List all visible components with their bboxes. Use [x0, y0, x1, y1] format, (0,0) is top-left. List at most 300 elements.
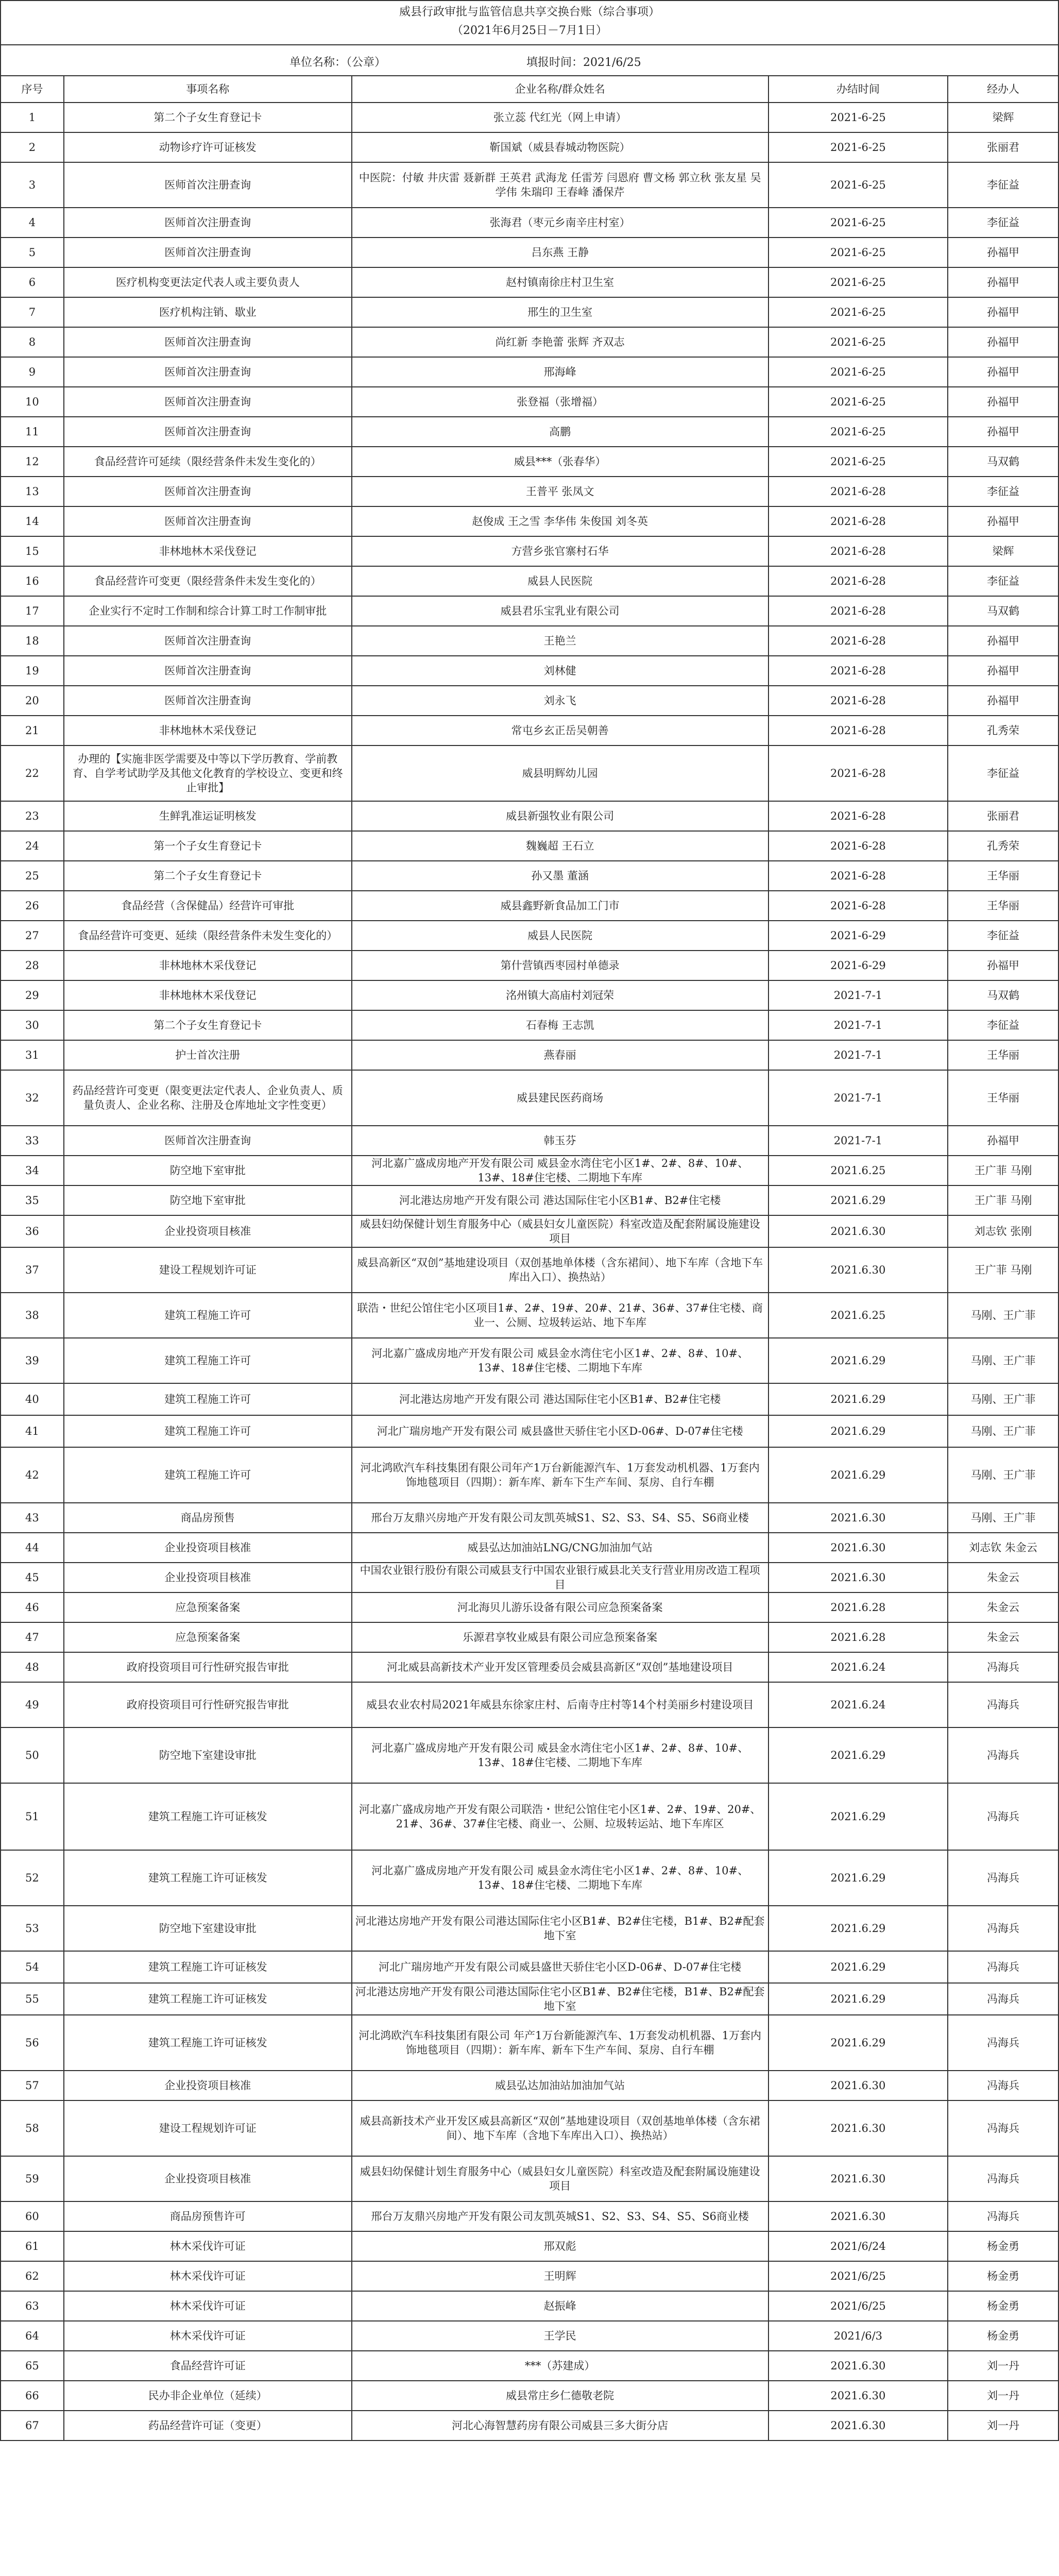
- cell-index: 36: [1, 1215, 64, 1247]
- table-row: [1, 1951, 1058, 1983]
- cell-index: 1: [1, 103, 64, 132]
- cell-index: 51: [1, 1783, 64, 1850]
- cell-index: 23: [1, 801, 64, 831]
- table-row: [1, 656, 1058, 686]
- cell-handler: 李征益: [948, 208, 1058, 238]
- cell-date: 2021.6.30: [768, 2156, 948, 2201]
- cell-applicant: 尚红新 李艳蕾 张辉 齐双志: [352, 327, 768, 357]
- cell-item: 建筑工程施工许可: [64, 1293, 352, 1338]
- cell-handler: 杨金勇: [948, 2291, 1058, 2321]
- cell-index: 53: [1, 1906, 64, 1951]
- cell-date: 2021.6.28: [768, 1622, 948, 1652]
- table-row: [1, 2321, 1058, 2351]
- cell-applicant: 高鹏: [352, 417, 768, 447]
- cell-index: 66: [1, 2381, 64, 2411]
- cell-date: 2021-6-28: [768, 745, 948, 801]
- cell-applicant: 石春梅 王志凯: [352, 1010, 768, 1040]
- cell-applicant: 河北海贝儿游乐设备有限公司应急预案备案: [352, 1592, 768, 1622]
- cell-item: 防空地下室建设审批: [64, 1906, 352, 1951]
- cell-date: 2021.6.24: [768, 1652, 948, 1682]
- cell-index: 64: [1, 2321, 64, 2351]
- cell-item: 医师首次注册查询: [64, 208, 352, 238]
- cell-applicant: 威县农业农村局2021年威县东徐家庄村、后南寺庄村等14个村美丽乡村建设项目: [352, 1682, 768, 1727]
- cell-handler: 王华丽: [948, 1040, 1058, 1070]
- cell-item: 建筑工程施工许可证核发: [64, 1850, 352, 1906]
- cell-applicant: 王学民: [352, 2321, 768, 2351]
- cell-date: 2021.6.30: [768, 2100, 948, 2156]
- cell-handler: 杨金勇: [948, 2321, 1058, 2351]
- cell-item: 企业投资项目核准: [64, 1533, 352, 1563]
- cell-item: 建筑工程施工许可: [64, 1338, 352, 1383]
- table-row: [1, 861, 1058, 891]
- cell-applicant: 吕东燕 王静: [352, 238, 768, 267]
- cell-handler: 李征益: [948, 162, 1058, 208]
- cell-applicant: 燕春丽: [352, 1040, 768, 1070]
- cell-handler: 刘一丹: [948, 2351, 1058, 2381]
- cell-index: 50: [1, 1727, 64, 1783]
- header-index: 序号: [1, 76, 64, 103]
- cell-applicant: 威县妇幼保健计划生育服务中心（威县妇女儿童医院）科室改造及配套附属设施建设项目: [352, 2156, 768, 2201]
- table-header-row: [1, 76, 1058, 103]
- cell-date: 2021.6.29: [768, 1783, 948, 1850]
- table-row: [1, 357, 1058, 387]
- cell-date: 2021.6.29: [768, 1951, 948, 1983]
- cell-item: 第二个子女生育登记卡: [64, 861, 352, 891]
- cell-applicant: 河北威县高新技术产业开发区管理委员会威县高新区“双创”基地建设项目: [352, 1652, 768, 1682]
- cell-applicant: 河北港达房地产开发有限公司 港达国际住宅小区B1#、B2#住宅楼: [352, 1185, 768, 1215]
- cell-item: 建筑工程施工许可: [64, 1383, 352, 1415]
- table-row: [1, 686, 1058, 716]
- cell-applicant: 第什营镇西枣园村单德录: [352, 951, 768, 980]
- cell-applicant: 中国农业银行股份有限公司威县支行中国农业银行威县北关支行营业用房改造工程项目: [352, 1563, 768, 1592]
- cell-applicant: 威县明辉幼儿园: [352, 745, 768, 801]
- cell-handler: 朱金云: [948, 1563, 1058, 1592]
- cell-item: 动物诊疗许可证核发: [64, 132, 352, 162]
- table-row: [1, 477, 1058, 506]
- cell-applicant: 威县高新区“双创”基地建设项目（双创基地单体楼（含东裙间）、地下车库（含地下车库出入口）、换热站）: [352, 1247, 768, 1293]
- cell-date: 2021.6.24: [768, 1682, 948, 1727]
- cell-index: 31: [1, 1040, 64, 1070]
- cell-applicant: 河北港达房地产开发有限公司 港达国际住宅小区B1#、B2#住宅楼: [352, 1383, 768, 1415]
- cell-item: 建筑工程施工许可证核发: [64, 1783, 352, 1850]
- table-row: [1, 831, 1058, 861]
- cell-handler: 朱金云: [948, 1592, 1058, 1622]
- cell-date: 2021-6-29: [768, 951, 948, 980]
- cell-item: 企业投资项目核准: [64, 1215, 352, 1247]
- cell-item: 非林地林木采伐登记: [64, 951, 352, 980]
- cell-date: 2021/6/3: [768, 2321, 948, 2351]
- cell-item: 第一个子女生育登记卡: [64, 831, 352, 861]
- table-row: [1, 951, 1058, 980]
- cell-applicant: 刘林健: [352, 656, 768, 686]
- cell-handler: 张丽君: [948, 132, 1058, 162]
- cell-index: 40: [1, 1383, 64, 1415]
- cell-handler: 刘一丹: [948, 2411, 1058, 2441]
- cell-handler: 冯海兵: [948, 1850, 1058, 1906]
- cell-index: 11: [1, 417, 64, 447]
- cell-date: 2021.6.30: [768, 1533, 948, 1563]
- cell-handler: 冯海兵: [948, 1783, 1058, 1850]
- cell-applicant: 河北广瑞房地产开发有限公司威县盛世天骄住宅小区D-06#、D-07#住宅楼: [352, 1951, 768, 1983]
- cell-item: 民办非企业单位（延续）: [64, 2381, 352, 2411]
- cell-handler: 王广菲 马刚: [948, 1247, 1058, 1293]
- header-applicant: 企业名称/群众姓名: [352, 76, 768, 103]
- cell-applicant: 联浩・世纪公馆住宅小区项目1#、2#、19#、20#、21#、36#、37#住宅楼、商业一、公厕、垃圾转运站、地下车库: [352, 1293, 768, 1338]
- table-row: [1, 1338, 1058, 1383]
- table-row: [1, 1447, 1058, 1503]
- table-row: [1, 1156, 1058, 1185]
- cell-index: 25: [1, 861, 64, 891]
- cell-date: 2021-6-28: [768, 656, 948, 686]
- cell-handler: 孙福甲: [948, 238, 1058, 267]
- cell-handler: 孙福甲: [948, 267, 1058, 297]
- cell-item: 林木采伐许可证: [64, 2231, 352, 2261]
- cell-index: 63: [1, 2291, 64, 2321]
- table-row: [1, 2100, 1058, 2156]
- cell-handler: 马刚、王广菲: [948, 1383, 1058, 1415]
- table-row: [1, 1010, 1058, 1040]
- cell-handler: 孙福甲: [948, 417, 1058, 447]
- cell-index: 27: [1, 921, 64, 951]
- cell-applicant: 赵振峰: [352, 2291, 768, 2321]
- cell-item: 药品经营许可证（变更）: [64, 2411, 352, 2441]
- table-row: [1, 2351, 1058, 2381]
- cell-handler: 王华丽: [948, 861, 1058, 891]
- table-row: [1, 1850, 1058, 1906]
- cell-item: 医师首次注册查询: [64, 327, 352, 357]
- cell-item: 医疗机构注销、歇业: [64, 297, 352, 327]
- fill-date: 填报时间：2021/6/25: [526, 56, 641, 69]
- cell-applicant: 邢台万友鼎兴房地产开发有限公司友凯英城S1、S2、S3、S4、S5、S6商业楼: [352, 2201, 768, 2231]
- cell-item: 林木采伐许可证: [64, 2291, 352, 2321]
- table-row: [1, 1563, 1058, 1592]
- cell-index: 47: [1, 1622, 64, 1652]
- cell-date: 2021.6.30: [768, 2201, 948, 2231]
- cell-handler: 孙福甲: [948, 297, 1058, 327]
- cell-index: 34: [1, 1156, 64, 1185]
- cell-handler: 王华丽: [948, 1070, 1058, 1126]
- table-row: [1, 1293, 1058, 1338]
- table-row: [1, 1727, 1058, 1783]
- cell-applicant: 张立蕊 代红光（网上申请）: [352, 103, 768, 132]
- table-row: [1, 1070, 1058, 1126]
- table-row: [1, 208, 1058, 238]
- cell-handler: 冯海兵: [948, 2015, 1058, 2071]
- cell-date: 2021-6-28: [768, 686, 948, 716]
- table-row: [1, 103, 1058, 132]
- cell-date: 2021-6-25: [768, 357, 948, 387]
- cell-item: 医师首次注册查询: [64, 686, 352, 716]
- cell-index: 12: [1, 447, 64, 477]
- cell-item: 建设工程规划许可证: [64, 2100, 352, 2156]
- cell-handler: 刘志钦 朱金云: [948, 1533, 1058, 1563]
- cell-index: 18: [1, 626, 64, 656]
- cell-handler: 王广菲 马刚: [948, 1156, 1058, 1185]
- cell-item: 食品经营许可延续（限经营条件未发生变化的）: [64, 447, 352, 477]
- cell-handler: 冯海兵: [948, 1682, 1058, 1727]
- cell-item: 药品经营许可变更（限变更法定代表人、企业负责人、质量负责人、企业名称、注册及仓库地址文字性变更）: [64, 1070, 352, 1126]
- cell-item: 企业投资项目核准: [64, 2071, 352, 2100]
- cell-item: 食品经营许可变更、延续（限经营条件未发生变化的）: [64, 921, 352, 951]
- cell-date: 2021/6/25: [768, 2291, 948, 2321]
- table-row: [1, 297, 1058, 327]
- table-row: [1, 506, 1058, 536]
- cell-handler: 孙福甲: [948, 656, 1058, 686]
- cell-applicant: 中医院：付敏 井庆雷 聂新群 王英君 武海龙 任雷芳 闫恩府 曹文杨 郭立秋 张友星 吴学伟 朱瑞印 王春峰 潘保芹: [352, 162, 768, 208]
- cell-applicant: 洺州镇大高庙村刘冠荣: [352, 980, 768, 1010]
- cell-index: 22: [1, 745, 64, 801]
- cell-index: 4: [1, 208, 64, 238]
- cell-handler: 冯海兵: [948, 2071, 1058, 2100]
- cell-handler: 李征益: [948, 1010, 1058, 1040]
- cell-item: 林木采伐许可证: [64, 2261, 352, 2291]
- table-row: [1, 238, 1058, 267]
- cell-applicant: 威县人民医院: [352, 566, 768, 596]
- cell-index: 7: [1, 297, 64, 327]
- cell-item: 林木采伐许可证: [64, 2321, 352, 2351]
- table-row: [1, 417, 1058, 447]
- cell-applicant: 邢海峰: [352, 357, 768, 387]
- header-date: 办结时间: [768, 76, 948, 103]
- cell-handler: 王华丽: [948, 891, 1058, 921]
- cell-date: 2021.6.29: [768, 1338, 948, 1383]
- cell-applicant: 河北鸿欧汽车科技集团有限公司年产1万台新能源汽车、1万套发动机机器、1万套内饰地毯项目（四期）：新车库、新车下生产车间、泵房、自行车棚: [352, 1447, 768, 1503]
- cell-index: 44: [1, 1533, 64, 1563]
- cell-handler: 李征益: [948, 921, 1058, 951]
- cell-applicant: 王普平 张凤文: [352, 477, 768, 506]
- cell-item: 防空地下室建设审批: [64, 1727, 352, 1783]
- cell-handler: 马刚、王广菲: [948, 1503, 1058, 1533]
- table-row: [1, 1906, 1058, 1951]
- cell-date: 2021-6-25: [768, 267, 948, 297]
- cell-index: 58: [1, 2100, 64, 2156]
- cell-handler: 冯海兵: [948, 2201, 1058, 2231]
- cell-date: 2021-6-28: [768, 626, 948, 656]
- cell-applicant: 张海君（枣元乡南辛庄村室）: [352, 208, 768, 238]
- cell-applicant: 河北嘉广盛成房地产开发有限公司 威县金水湾住宅小区1#、2#、8#、10#、13#、18#住宅楼、二期地下车库: [352, 1338, 768, 1383]
- table-row: [1, 2231, 1058, 2261]
- cell-index: 39: [1, 1338, 64, 1383]
- cell-applicant: 邢台万友鼎兴房地产开发有限公司友凯英城S1、S2、S3、S4、S5、S6商业楼: [352, 1503, 768, 1533]
- cell-index: 8: [1, 327, 64, 357]
- cell-applicant: 河北鸿欧汽车科技集团有限公司 年产1万台新能源汽车、1万套发动机机器、1万套内饰地毯项目（四期）：新车库、新车下生产车间、泵房、自行车棚: [352, 2015, 768, 2071]
- cell-date: 2021.6.28: [768, 1592, 948, 1622]
- table-row: [1, 2201, 1058, 2231]
- cell-index: 56: [1, 2015, 64, 2071]
- cell-item: 应急预案备案: [64, 1622, 352, 1652]
- cell-applicant: 威县妇幼保健计划生育服务中心（威县妇女儿童医院）科室改造及配套附属设施建设项目: [352, 1215, 768, 1247]
- table-row: [1, 1533, 1058, 1563]
- cell-item: 政府投资项目可行性研究报告审批: [64, 1682, 352, 1727]
- cell-applicant: 孙又墨 董涵: [352, 861, 768, 891]
- cell-date: 2021-7-1: [768, 1010, 948, 1040]
- table-row: [1, 1247, 1058, 1293]
- cell-item: 建筑工程施工许可证核发: [64, 1983, 352, 2015]
- cell-date: 2021.6.30: [768, 1215, 948, 1247]
- table-row: [1, 267, 1058, 297]
- cell-index: 2: [1, 132, 64, 162]
- table-row: [1, 921, 1058, 951]
- cell-applicant: 韩玉芬: [352, 1126, 768, 1156]
- cell-item: 医师首次注册查询: [64, 506, 352, 536]
- cell-index: 49: [1, 1682, 64, 1727]
- cell-index: 32: [1, 1070, 64, 1126]
- table-row: [1, 1040, 1058, 1070]
- cell-date: 2021.6.30: [768, 2411, 948, 2441]
- cell-applicant: 威县***（张春华）: [352, 447, 768, 477]
- cell-handler: 孙福甲: [948, 357, 1058, 387]
- cell-index: 33: [1, 1126, 64, 1156]
- title-date-range: （2021年6月25日－7月1日）: [452, 24, 607, 37]
- cell-handler: 马双鹤: [948, 447, 1058, 477]
- cell-item: 食品经营（含保健品）经营许可审批: [64, 891, 352, 921]
- cell-applicant: 河北广瑞房地产开发有限公司 威县盛世天骄住宅小区D-06#、D-07#住宅楼: [352, 1415, 768, 1447]
- cell-handler: 冯海兵: [948, 1951, 1058, 1983]
- cell-index: 10: [1, 387, 64, 417]
- cell-date: 2021-6-25: [768, 103, 948, 132]
- table-row: [1, 2156, 1058, 2201]
- cell-applicant: 河北心海智慧药房有限公司威县三多大街分店: [352, 2411, 768, 2441]
- cell-date: 2021.6.25: [768, 1293, 948, 1338]
- cell-item: 建筑工程施工许可证核发: [64, 2015, 352, 2071]
- cell-index: 38: [1, 1293, 64, 1338]
- cell-index: 37: [1, 1247, 64, 1293]
- cell-handler: 孙福甲: [948, 626, 1058, 656]
- cell-handler: 王广菲 马刚: [948, 1185, 1058, 1215]
- cell-date: 2021.6.29: [768, 1850, 948, 1906]
- cell-handler: 冯海兵: [948, 1983, 1058, 2015]
- cell-index: 43: [1, 1503, 64, 1533]
- cell-applicant: 河北港达房地产开发有限公司港达国际住宅小区B1#、B2#住宅楼，B1#、B2#配套地下室: [352, 1983, 768, 2015]
- table-row: [1, 1503, 1058, 1533]
- cell-index: 35: [1, 1185, 64, 1215]
- cell-applicant: 张登福（张增福）: [352, 387, 768, 417]
- cell-item: 医师首次注册查询: [64, 162, 352, 208]
- cell-index: 19: [1, 656, 64, 686]
- cell-item: 非林地林木采伐登记: [64, 716, 352, 745]
- cell-applicant: 靳国斌（威县春城动物医院）: [352, 132, 768, 162]
- cell-index: 59: [1, 2156, 64, 2201]
- cell-index: 65: [1, 2351, 64, 2381]
- header-handler: 经办人: [948, 76, 1058, 103]
- cell-item: 医师首次注册查询: [64, 626, 352, 656]
- table-row: [1, 1622, 1058, 1652]
- cell-handler: 孙福甲: [948, 951, 1058, 980]
- table-row: [1, 2261, 1058, 2291]
- cell-item: 医师首次注册查询: [64, 387, 352, 417]
- cell-date: 2021/6/24: [768, 2231, 948, 2261]
- cell-index: 57: [1, 2071, 64, 2100]
- cell-date: 2021.6.29: [768, 1906, 948, 1951]
- cell-applicant: 赵俊成 王之雪 李华伟 朱俊国 刘冬英: [352, 506, 768, 536]
- cell-date: 2021-6-28: [768, 566, 948, 596]
- cell-item: 防空地下室审批: [64, 1185, 352, 1215]
- cell-handler: 冯海兵: [948, 1727, 1058, 1783]
- table-row: [1, 716, 1058, 745]
- cell-item: 建筑工程施工许可: [64, 1415, 352, 1447]
- cell-index: 16: [1, 566, 64, 596]
- cell-date: 2021-6-28: [768, 506, 948, 536]
- cell-index: 55: [1, 1983, 64, 2015]
- cell-item: 医师首次注册查询: [64, 357, 352, 387]
- cell-index: 28: [1, 951, 64, 980]
- cell-handler: 梁辉: [948, 103, 1058, 132]
- cell-item: 企业投资项目核准: [64, 1563, 352, 1592]
- cell-index: 48: [1, 1652, 64, 1682]
- cell-date: 2021-6-28: [768, 861, 948, 891]
- cell-applicant: 河北港达房地产开发有限公司港达国际住宅小区B1#、B2#住宅楼，B1#、B2#配套地下室: [352, 1906, 768, 1951]
- cell-date: 2021.6.30: [768, 2071, 948, 2100]
- table-body: [1, 103, 1058, 2441]
- cell-index: 20: [1, 686, 64, 716]
- cell-date: 2021-6-25: [768, 162, 948, 208]
- cell-item: 医师首次注册查询: [64, 656, 352, 686]
- cell-handler: 孔秀荣: [948, 716, 1058, 745]
- cell-date: 2021.6.29: [768, 1185, 948, 1215]
- table-row: [1, 566, 1058, 596]
- cell-date: 2021.6.29: [768, 1727, 948, 1783]
- cell-index: 42: [1, 1447, 64, 1503]
- cell-date: 2021-6-28: [768, 831, 948, 861]
- cell-applicant: 方营乡张官寨村石华: [352, 536, 768, 566]
- cell-date: 2021-6-25: [768, 447, 948, 477]
- cell-handler: 马刚、王广菲: [948, 1415, 1058, 1447]
- table-row: [1, 1783, 1058, 1850]
- table-row: [1, 2071, 1058, 2100]
- cell-applicant: 威县高新技术产业开发区威县高新区“双创”基地建设项目（双创基地单体楼（含东裙间）、地下车库（含地下车库出入口）、换热站）: [352, 2100, 768, 2156]
- cell-date: 2021-6-25: [768, 327, 948, 357]
- cell-item: 商品房预售许可: [64, 2201, 352, 2231]
- cell-date: 2021.6.29: [768, 1983, 948, 2015]
- cell-index: 24: [1, 831, 64, 861]
- cell-date: 2021-6-28: [768, 477, 948, 506]
- cell-applicant: 威县弘达加油站LNG/CNG加油加气站: [352, 1533, 768, 1563]
- cell-item: 医师首次注册查询: [64, 477, 352, 506]
- cell-index: 15: [1, 536, 64, 566]
- table-row: [1, 447, 1058, 477]
- table-row: [1, 327, 1058, 357]
- table-row: [1, 536, 1058, 566]
- cell-handler: 孙福甲: [948, 506, 1058, 536]
- cell-date: 2021-6-28: [768, 716, 948, 745]
- header-item: 事项名称: [64, 76, 352, 103]
- cell-handler: 冯海兵: [948, 1906, 1058, 1951]
- cell-item: 医师首次注册查询: [64, 1126, 352, 1156]
- cell-item: 医师首次注册查询: [64, 238, 352, 267]
- cell-date: 2021-6-25: [768, 297, 948, 327]
- cell-item: 医师首次注册查询: [64, 417, 352, 447]
- cell-handler: 马刚、王广菲: [948, 1293, 1058, 1338]
- cell-date: 2021.6.29: [768, 2015, 948, 2071]
- table-row: [1, 1383, 1058, 1415]
- cell-date: 2021.6.30: [768, 2351, 948, 2381]
- cell-handler: 孙福甲: [948, 327, 1058, 357]
- cell-index: 61: [1, 2231, 64, 2261]
- table-row: [1, 1215, 1058, 1247]
- cell-index: 17: [1, 596, 64, 626]
- cell-handler: 马双鹤: [948, 980, 1058, 1010]
- cell-index: 6: [1, 267, 64, 297]
- cell-handler: 孙福甲: [948, 387, 1058, 417]
- cell-date: 2021-6-28: [768, 891, 948, 921]
- cell-applicant: 邢生的卫生室: [352, 297, 768, 327]
- cell-handler: 朱金云: [948, 1622, 1058, 1652]
- cell-applicant: 乐源君享牧业威县有限公司应急预案备案: [352, 1622, 768, 1652]
- cell-date: 2021-6-25: [768, 238, 948, 267]
- cell-handler: 李征益: [948, 477, 1058, 506]
- cell-date: 2021.6.30: [768, 2381, 948, 2411]
- cell-applicant: 威县人民医院: [352, 921, 768, 951]
